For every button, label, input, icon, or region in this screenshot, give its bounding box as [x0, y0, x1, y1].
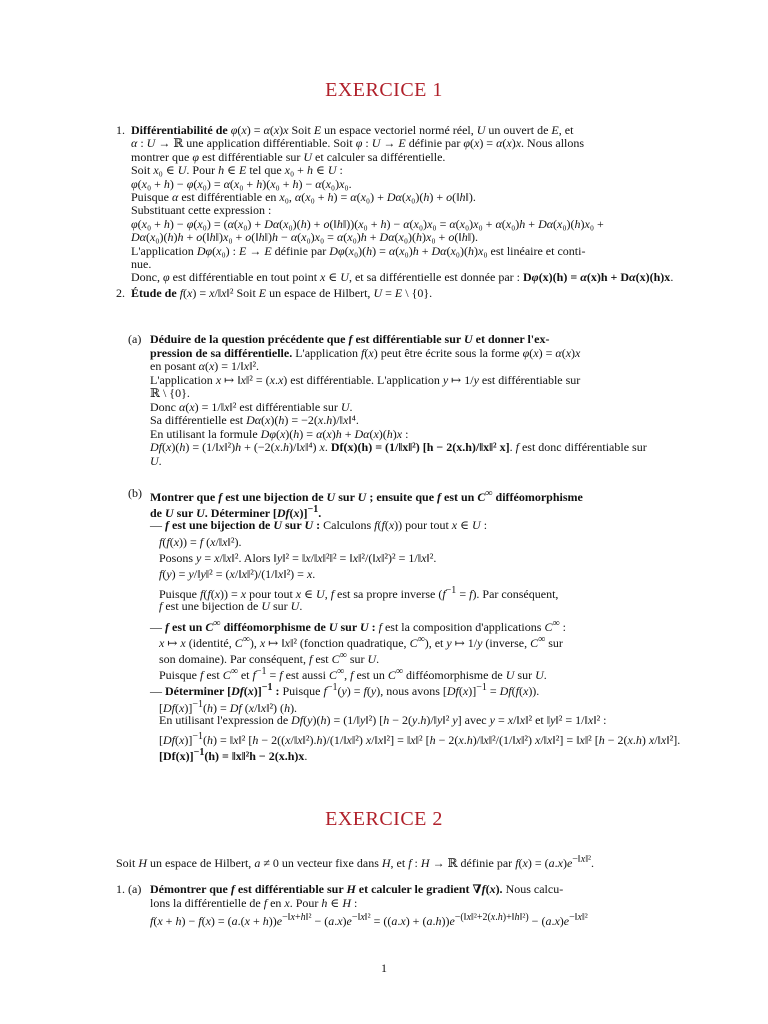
text-line: en posant α(x) = 1/‖x‖². — [150, 359, 260, 373]
text-line: Démontrer que f est différentiable sur H et calculer le gradient ∇f(x). Nous calcu- — [150, 882, 564, 896]
text-line: x ↦ x (identité, C∞), x ↦ ‖x‖² (fonction quadratique, C∞), et y ↦ 1/y (inverse, C∞ sur — [159, 633, 563, 650]
text-line: U. — [150, 453, 162, 468]
text-line: Substituant cette expression : — [131, 203, 272, 218]
text-line: $f(x + h) - f(x) = (a.(x + h))e^{-‖x+h‖^2} - (a.x)e^{-‖x‖^2} = ((a.x) + (a.h))e^{-(‖x‖^2+2(x.h)+‖h‖^2)} - (a.x)e^{-‖x‖^2}$ — [150, 912, 588, 928]
q2b-label: (b) — [128, 486, 142, 500]
text-line: — Déterminer $[Df(x)]^{-1}$ : Puisque $f^{-1}(y) = f(y)$, nous avons $[Df(x)]^{-1} = Df(f(x))$. — [150, 682, 540, 699]
ex2-q1a-label: 1. (a) — [116, 882, 142, 896]
text-line: Étude de f(x) = x/‖x‖² Soit E un espace de Hilbert, U = E \ {0}. — [131, 286, 433, 300]
text-line: L'application x ↦ ‖x‖² = (x.x) est différentiable. L'application y ↦ 1/y est différentiable sur — [150, 372, 581, 387]
text-line: pression de sa différentielle. L'application f(x) peut être écrite sous la forme φ(x) = α(x)x — [150, 345, 581, 360]
text-line: Donc α(x) = 1/‖x‖² est différentiable sur U. — [150, 399, 353, 414]
exercise-1-title: EXERCICE 1 — [325, 79, 443, 101]
text-line: lons la différentielle de f en x. Pour h ∈ H : — [150, 896, 358, 910]
text-line: f est une bijection de U sur U. — [159, 599, 303, 614]
text-line: Donc, φ est différentiable en tout point x ∈ U, et sa différentielle est donnée par : Dφ(x)(h) = α(x)h + Dα(x)(h)x. — [131, 270, 674, 285]
text-line: φ(x₀ + h) − φ(x₀) = α(x₀ + h)(x₀ + h) − α(x₀)x₀. — [131, 176, 352, 191]
text-line: montrer que φ est différentiable sur U et calculer sa différentielle. — [131, 149, 446, 164]
text-line: Déduire de la question précédente que f est différentiable sur U et donner l'ex- — [150, 332, 550, 346]
exercise-2-title: EXERCICE 2 — [325, 808, 443, 830]
text-line: Soit H un espace de Hilbert, a ≠ 0 un vecteur fixe dans H, et f : H → ℝ définie par $f(x) = (a.x)e^{-‖x‖^2}$. — [116, 854, 594, 870]
text-line: Posons y = x/‖x‖². Alors ‖y‖² = ‖x/‖x‖²‖² = ‖x‖²/(‖x‖²)² = 1/‖x‖². — [150, 550, 437, 565]
text-line: Df(x)(h) = (1/‖x‖²)h + (−2(x.h)/‖x‖⁴) x. Df(x)(h) = (1/‖x‖²) [h − 2(x.h)/‖x‖² x]. f est donc différentiable sur — [150, 440, 647, 454]
text-line: $[Df(x)]^{-1}(h)$ = ‖x‖²h − 2(x.h)x. — [159, 747, 308, 764]
text-line: Soit x₀ ∈ U. Pour h ∈ E tel que x₀ + h ∈ U : — [131, 163, 343, 178]
text-line: Dα(x₀)(h)h + o(‖h‖)x₀ + o(‖h‖)h − α(x₀)x₀ = α(x₀)h + Dα(x₀)(h)x₀ + o(‖h‖). — [131, 230, 479, 245]
text-line: L'application Dφ(x₀) : E → E définie par Dφ(x₀)(h) = α(x₀)h + Dα(x₀)(h)x₀ est linéaire et conti- — [131, 243, 586, 258]
text-line: Puisque f(f(x)) = x pour tout x ∈ U, f est sa propre inverse $(f^{-1} = f)$. Par conséquent, — [150, 585, 559, 602]
text-line: — f est un C∞ difféomorphisme de U sur U : f est la composition d'applications C∞ : — [150, 617, 566, 634]
text-line: $[Df(x)]^{-1}(h) = Df$ (x/‖x‖²) (h). — [150, 698, 298, 715]
text-line: de U sur U. Déterminer $[Df(x)]^{-1}$. — [150, 504, 322, 521]
text-line: En utilisant l'expression de Df(y)(h) = (1/‖y‖²) [h − 2(y.h)/‖y‖² y] avec y = x/‖x‖² et ‖y‖² = 1/‖x‖² : — [150, 712, 607, 727]
text-line: — f est une bijection de U sur U : Calculons f(f(x)) pour tout x ∈ U : — [150, 518, 488, 533]
q2a-label: (a) — [128, 332, 142, 346]
text-line: α : U → ℝ une application différentiable. Soit φ : U → E définie par φ(x) = α(x)x. Nous allons — [131, 136, 585, 151]
page-number: 1 — [381, 961, 387, 975]
text-line: φ(x₀ + h) − φ(x₀) = (α(x₀) + Dα(x₀)(h) + o(‖h‖))(x₀ + h) − α(x₀)x₀ = α(x₀)x₀ + α(x₀)h + Dα(x₀)(h)x₀ + — [131, 216, 604, 231]
text-line: ℝ \ {0}. — [150, 386, 190, 400]
q2-number: 2. — [116, 286, 125, 300]
text-line: Puisque α est différentiable en x₀, α(x₀ + h) = α(x₀) + Dα(x₀)(h) + o(‖h‖). — [131, 190, 476, 204]
text-line: Différentiabilité de φ(x) = α(x)x Soit E un espace vectoriel normé réel, U un ouvert de E, et — [131, 123, 574, 137]
text-line: f(y) = y/‖y‖² = (x/‖x‖²)/(1/‖x‖²) = x. — [159, 567, 316, 581]
text-line: son domaine). Par conséquent, f est C∞ sur U. — [150, 650, 380, 666]
text-line: f(f(x)) = f (x/‖x‖²). — [159, 534, 242, 549]
text-line: Montrer que f est une bijection de U sur U ; ensuite que f est un C∞ difféomorphisme — [150, 488, 583, 504]
text-line: En utilisant la formule Dφ(x)(h) = α(x)h + Dα(x)(h)x : — [150, 426, 409, 441]
text-line: Puisque f est C∞ et $f^{-1} = f$ est aussi C∞, f est un C∞ difféomorphisme de U sur U. — [150, 666, 547, 683]
text-line: Sa différentielle est Dα(x)(h) = −2(x.h)/‖x‖⁴. — [150, 413, 359, 427]
text-line: $[Df(x)]^{-1}(h)$ = ‖x‖² [h − 2((x/‖x‖²).h)/(1/‖x‖²) x/‖x‖²] = ‖x‖² [h − 2(x.h)/‖x‖²/(1/‖x‖²) x/‖x‖²] = ‖x‖² [h − 2(x.h) x/‖x‖²]. — [150, 731, 681, 747]
q1-number: 1. — [116, 123, 125, 137]
text-line: nue. — [131, 257, 152, 271]
